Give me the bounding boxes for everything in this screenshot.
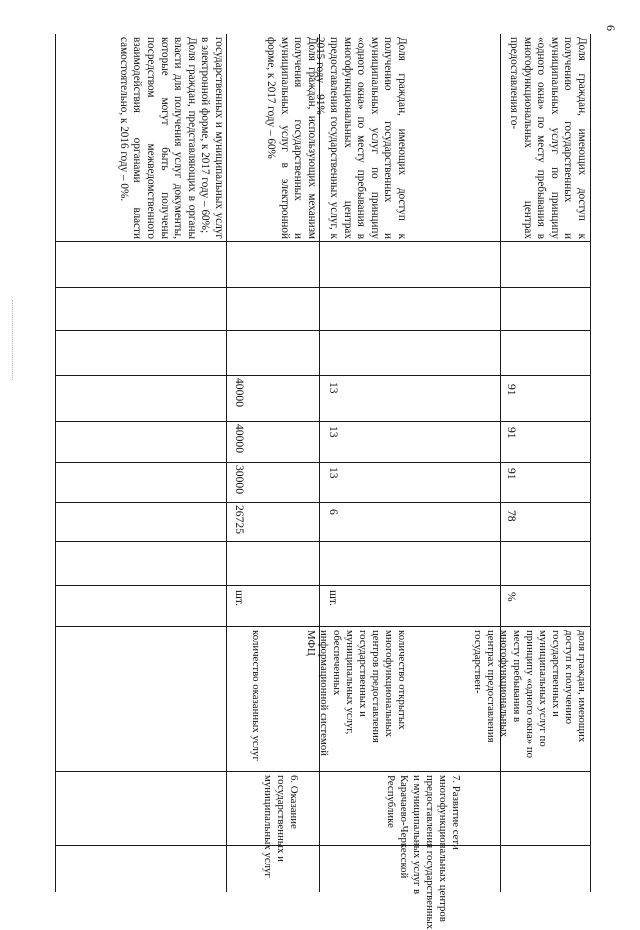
value-cell: 26725 [233,505,246,534]
value-cell: 40000 [233,424,246,453]
result-cell: государственных и муниципальных услуг в электронной форме, к 2017 году – 60%; Доля граждан, представляющих в органы власти для получения услуг документы, которые могут быть получены посредством межведомственного взаимодействия органами власти самостоятельно, к 2016 году – 0%. [117,37,225,239]
column-border [55,287,590,288]
row-border [226,34,227,892]
value-cell: 6 [327,509,340,515]
value-cell: 13 [327,426,340,438]
column-border [55,771,590,772]
row-border [590,34,591,892]
margin-dots [12,300,14,380]
value-cell: 91 [505,468,518,480]
result-cell: Доля граждан, имеющих доступ к получению государственных и муниципальных услуг по принципу «одного окна» по месту пребывания в многофункциональных центрах предоставления государственных услуг, к 2015 году – 91% [314,37,408,239]
unit-cell: % [505,592,518,602]
indicator-cell: количество оказанных услуг [250,630,262,761]
result-cell: Доля граждан, использующих механизм получения государственных и муниципальных услуг в электронной форме, к 2017 году – 60% [265,37,318,239]
activity-name-cell [502,775,588,890]
activity-name-cell: 6. Оказание государственных и муниципальных услуг [262,775,300,878]
value-cell: 13 [327,467,340,479]
column-border [55,375,590,376]
column-border [55,330,590,331]
value-cell: 91 [505,384,518,396]
activity-name-cell: 7. Развитие сети многофункциональных центров предоставления государственных и муниципальных услуг в Карачаево-Черкесской Республике [385,775,462,930]
value-cell: 78 [505,510,518,522]
page-number: 6 [604,25,618,31]
unit-cell: шт. [327,590,340,607]
row-border [55,34,56,892]
indicator-cell: количество открытых многофункциональных центров предоставления государственных и муниципальных услуг, обеспеченных информационной системой МФЦ [305,630,408,757]
column-border [55,421,590,422]
column-border [55,541,590,542]
indicator-cell: доля граждан, имеющих доступ к получению государственных и муниципальных услуг по принципу «одного окна» по месту пребывания в многофункциональных центрах предоставления государствен- [472,630,588,759]
value-cell: 30000 [233,465,246,494]
value-cell: 91 [505,427,518,439]
value-cell: 40000 [233,378,246,407]
value-cell: 13 [327,382,340,394]
column-border [55,585,590,586]
result-cell: Доля граждан, имеющих доступ к получению государственных и муниципальных услуг по принципу «одного окна» по месту пребывания в многофункциональных центрах предоставления го- [508,37,588,239]
column-border [55,241,590,242]
unit-cell: шт. [233,590,246,607]
column-border [55,626,590,627]
column-border [55,462,590,463]
column-border [55,502,590,503]
